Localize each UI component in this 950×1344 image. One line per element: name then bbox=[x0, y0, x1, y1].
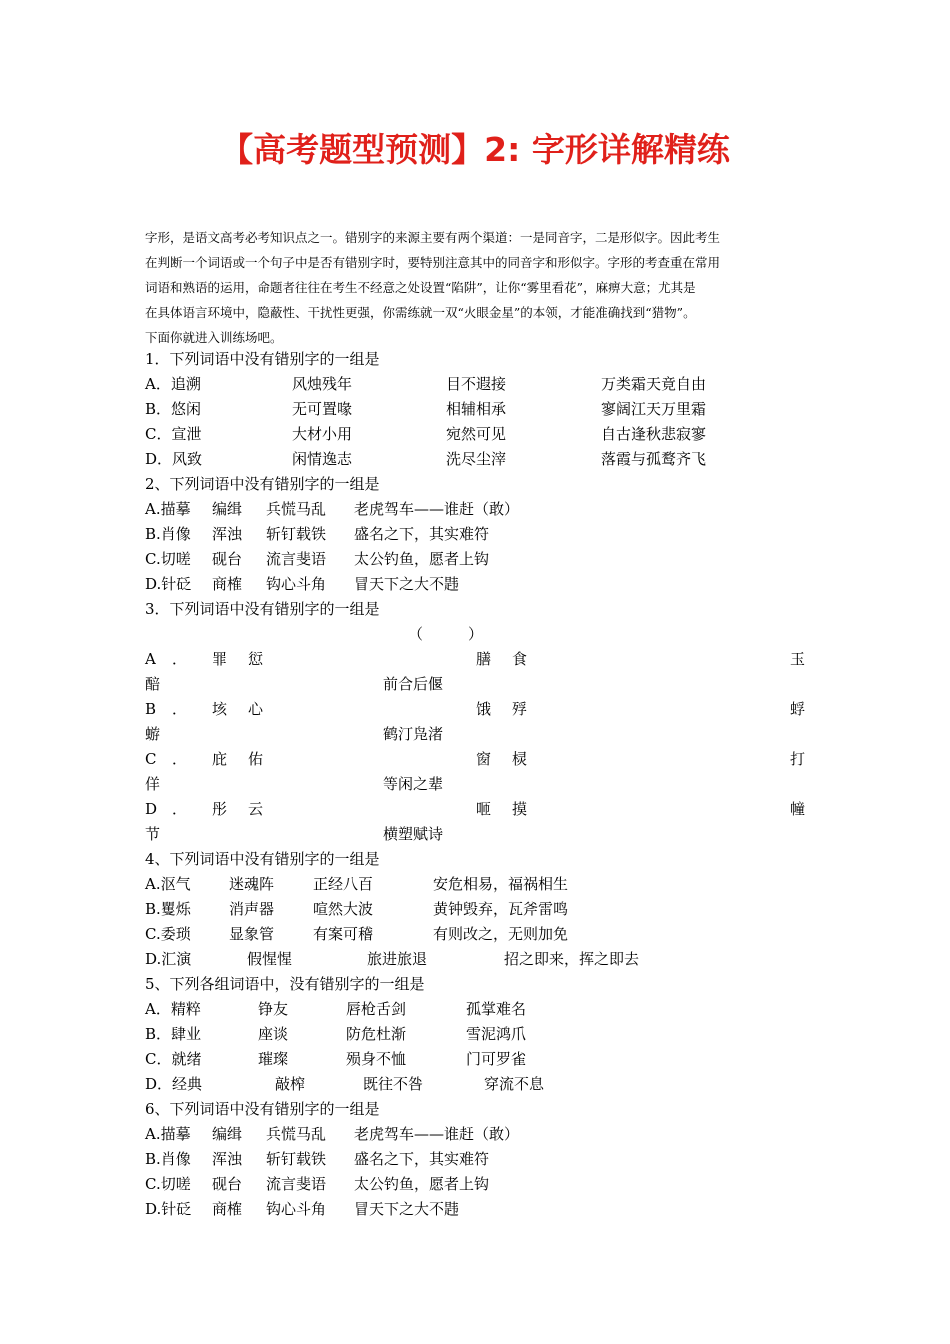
question-3-option-a-cont: 醅 前合后偃 bbox=[145, 675, 444, 693]
intro-line: 在具体语言环境中，隐蔽性、干扰性更强，你需练就一双“火眼金星”的本领，才能准确找到“猎物”。 bbox=[145, 305, 696, 320]
question-4-option-a: A.沤气 迷魂阵 正经八百 安危相易，福祸相生 bbox=[145, 875, 569, 893]
question-6-option-b: B.肖像 浑浊 斩钉载铁 盛名之下，其实难符 bbox=[145, 1150, 490, 1168]
question-1-stem: 1．下列词语中没有错别字的一组是 bbox=[145, 350, 380, 368]
question-3-option-c-cont: 佯 等闲之辈 bbox=[145, 775, 444, 793]
question-6-stem: 6、下列词语中没有错别字的一组是 bbox=[145, 1100, 380, 1118]
question-list bbox=[145, 347, 815, 1222]
intro-line: 字形，是语文高考必考知识点之一。错别字的来源主要有两个渠道：一是同音字，二是形似字。因此考生 bbox=[145, 230, 721, 245]
question-3-option-b: B ． 垓 心 饿 殍 蜉 bbox=[145, 700, 806, 718]
intro-line: 词语和熟语的运用，命题者往往在考生不经意之处设置“陷阱”，让你“雾里看花”，麻痹大意；尤其是 bbox=[145, 280, 696, 295]
question-3-option-d: D ． 彤 云 咂 摸 幢 bbox=[145, 800, 806, 818]
intro-paragraph bbox=[145, 225, 815, 350]
question-3-stem: 3．下列词语中没有错别字的一组是 bbox=[145, 600, 380, 618]
question-5-option-c: C．就绪 璀璨 殒身不恤 门可罗雀 bbox=[145, 1050, 527, 1068]
question-3-paren: （ ） bbox=[408, 625, 484, 643]
intro-line: 在判断一个词语或一个句子中是否有错别字时，要特别注意其中的同音字和形似字。字形的考查重在常用 bbox=[145, 255, 721, 270]
question-3-option-b-cont: 蝣 鹤汀凫渚 bbox=[145, 725, 444, 743]
question-1-option-d: D．风致 闲情逸志 洗尽尘滓 落霞与孤鹜齐飞 bbox=[145, 450, 707, 468]
question-2-option-c: C.切嗟 砚台 流言斐语 太公钓鱼，愿者上钩 bbox=[145, 550, 490, 568]
question-3-option-d-cont: 节 横塑赋诗 bbox=[145, 825, 444, 843]
question-1-option-c: C．宣泄 大材小用 宛然可见 自古逢秋悲寂寥 bbox=[145, 425, 707, 443]
question-5-option-a: A．精粹 铮友 唇枪舌剑 孤掌难名 bbox=[145, 1000, 527, 1018]
question-4-option-d: D.汇演 假惺惺 旅进旅退 招之即来，挥之即去 bbox=[145, 950, 640, 968]
question-2-stem: 2、下列词语中没有错别字的一组是 bbox=[145, 475, 380, 493]
question-6-option-a: A.描摹 编缉 兵慌马乱 老虎驾车——谁赶（敢） bbox=[145, 1125, 520, 1143]
document-title: 【高考题型预测】2: 字形详解精练 bbox=[220, 130, 730, 169]
question-4-option-b: B.矍烁 消声器 喧然大波 黄钟毁弃，瓦斧雷鸣 bbox=[145, 900, 569, 918]
question-2-option-d: D.针砭 商榷 钩心斗角 冒天下之大不韪 bbox=[145, 575, 460, 593]
question-1-option-b: B．悠闲 无可置喙 相辅相承 寥阔江天万里霜 bbox=[145, 400, 707, 418]
question-3-option-a: A ． 罪 愆 膳 食 玉 bbox=[145, 650, 806, 668]
question-2-option-b: B.肖像 浑浊 斩钉载铁 盛名之下，其实难符 bbox=[145, 525, 490, 543]
question-2-option-a: A.描摹 编缉 兵慌马乱 老虎驾车——谁赶（敢） bbox=[145, 500, 520, 518]
question-6-option-d: D.针砭 商榷 钩心斗角 冒天下之大不韪 bbox=[145, 1200, 460, 1218]
question-6-option-c: C.切嗟 砚台 流言斐语 太公钓鱼，愿者上钩 bbox=[145, 1175, 490, 1193]
question-4-stem: 4、下列词语中没有错别字的一组是 bbox=[145, 850, 380, 868]
question-5-stem: 5、下列各组词语中，没有错别字的一组是 bbox=[145, 975, 425, 993]
question-4-option-c: C.委琐 显象管 有案可稽 有则改之，无则加免 bbox=[145, 925, 569, 943]
question-5-option-d: D．经典 敲榨 既往不咎 穿流不息 bbox=[145, 1075, 545, 1093]
intro-line: 下面你就进入训练场吧。 bbox=[145, 330, 283, 345]
question-3-option-c: C ． 庇 佑 窗 棂 打 bbox=[145, 750, 806, 768]
question-5-option-b: B．肆业 座谈 防危杜渐 雪泥鸿爪 bbox=[145, 1025, 527, 1043]
question-1-option-a: A．追溯 风烛残年 目不遐接 万类霜天竟自由 bbox=[145, 375, 707, 393]
